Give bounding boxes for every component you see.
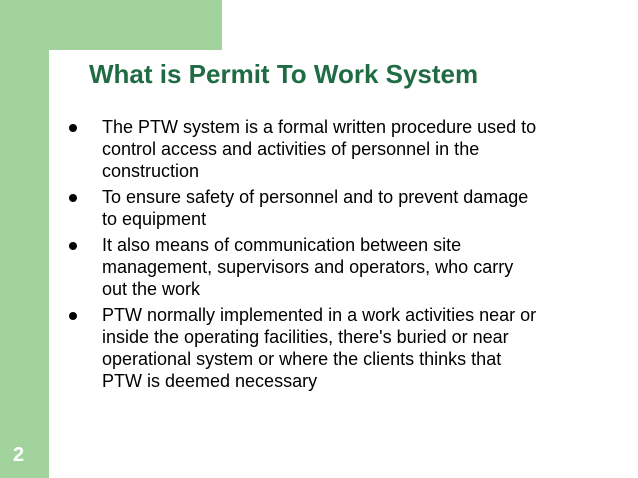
bullet-3-line-2: management, supervisors and operators, who carry bbox=[102, 257, 514, 277]
bullet-4-line-4: PTW is deemed necessary bbox=[102, 371, 318, 391]
bullet-item-1 bbox=[66, 116, 622, 182]
bullet-point-icon bbox=[69, 312, 77, 320]
bullet-point-icon bbox=[69, 242, 77, 250]
bullet-1-line-1: The PTW system is a formal written procedure used to bbox=[102, 117, 537, 137]
page-number: 2 bbox=[13, 444, 25, 466]
bullet-4-line-2: inside the operating facilities, there's buried or near bbox=[102, 327, 509, 347]
bullet-item-3 bbox=[66, 234, 622, 300]
bullet-3-line-1: It also means of communication between site bbox=[102, 235, 462, 255]
bullet-point-icon bbox=[69, 124, 77, 132]
bullet-2-line-1: To ensure safety of personnel and to prevent damage bbox=[102, 187, 529, 207]
bullet-list bbox=[66, 116, 622, 396]
bullet-item-2 bbox=[66, 186, 622, 230]
bullet-4-line-1: PTW normally implemented in a work activities near or bbox=[102, 305, 537, 325]
bullet-4-line-3: operational system or where the clients thinks that bbox=[102, 349, 502, 369]
side-accent-band bbox=[0, 0, 49, 478]
bullet-1-line-3: construction bbox=[102, 161, 200, 181]
slide-title: What is Permit To Work System bbox=[89, 59, 479, 89]
bullet-2-line-2: to equipment bbox=[102, 209, 207, 229]
top-accent-band bbox=[0, 0, 222, 50]
bullet-point-icon bbox=[69, 194, 77, 202]
bullet-item-4 bbox=[66, 304, 622, 392]
bullet-3-line-3: out the work bbox=[102, 279, 201, 299]
bullet-1-line-2: control access and activities of personnel in the bbox=[102, 139, 480, 159]
